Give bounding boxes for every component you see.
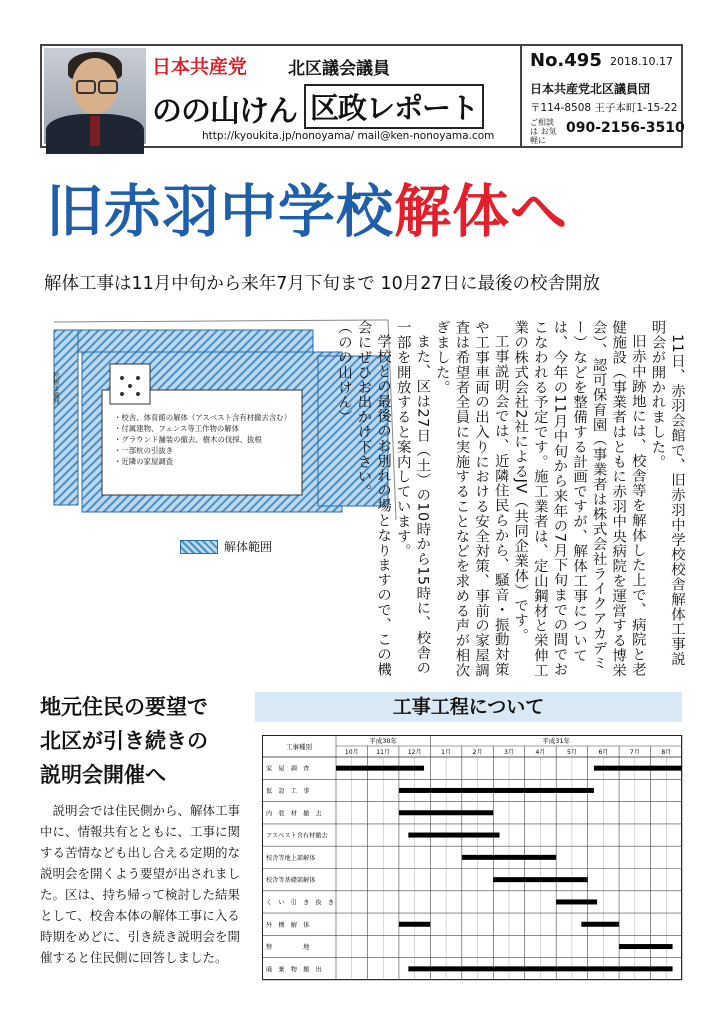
address: 〒114-8508 王子本町1-15-22 <box>530 102 678 114</box>
contact-url[interactable]: http://kyoukita.jp/nonoyama/ mail@ken-nonoyama.com <box>202 130 495 142</box>
side-title <box>40 690 250 792</box>
issue-box <box>520 46 685 146</box>
task-label: 校舎等地上部解体 <box>266 854 316 862</box>
month-label: 8月 <box>661 749 672 756</box>
task-label: アスベスト含有材撤去 <box>266 832 328 840</box>
schedule-bar <box>399 810 493 815</box>
signature: （のの山けん） <box>335 320 352 425</box>
article-paragraph: 11日、赤羽会館で、旧赤羽中学校校舎解体工事説明会が開かれました。 <box>649 320 685 667</box>
side-title-line: 地元住民の要望で <box>40 695 208 719</box>
month-label: 4月 <box>535 749 546 756</box>
hatch-swatch-icon <box>180 540 218 554</box>
month-label: 2月 <box>472 749 483 756</box>
issue-number: No.495 <box>530 50 602 71</box>
side-title-line: 北区が引き続きの <box>40 729 208 753</box>
task-label: 整 地 <box>266 944 310 952</box>
month-label: 10月 <box>344 749 359 756</box>
map-legend <box>180 538 272 555</box>
task-label: く い 引 き 抜 き <box>266 899 335 907</box>
schedule-bar <box>581 922 619 927</box>
author-photo <box>44 48 146 144</box>
schedule-title: 工事工程について <box>255 692 682 722</box>
author-name: のの山けん <box>152 94 297 129</box>
map-boundary-label: 杭抜き範囲 <box>52 372 60 405</box>
year-label: 平成31年 <box>542 737 571 745</box>
consult-label: ご相談は お気軽に <box>530 118 557 145</box>
map-note: ・近隣の家屋調査 <box>114 457 174 466</box>
map-note: ・校舎、体育館の解体（アスベスト含有材撤去含む） <box>114 413 292 422</box>
legend-label: 解体範囲 <box>224 540 273 554</box>
map-note: ・一部杭の引抜き <box>114 446 174 455</box>
headline-blue: 旧赤羽中学校 <box>46 179 394 245</box>
issue-date: 2018.10.17 <box>610 55 673 68</box>
party-name: 日本共産党 <box>152 56 248 78</box>
article-paragraph: 工事説明会では、近隣住民らから、騒音・振動対策や工事車両の出入りにおける安全対策、事前の家屋調査は希望者全員に実施することなどを求める声が相次ぎました。 <box>433 320 509 678</box>
role-title: 北区議会議員 <box>288 59 390 79</box>
schedule-bar <box>619 944 672 949</box>
article-paragraph: また、区は27日（土）の10時から15時に、校舎の一部を開放すると案内しています。 <box>394 320 431 676</box>
task-label: 廃 棄 物 搬 出 <box>266 966 322 974</box>
subheadline: 解体工事は11月中旬から来年7月下旬まで 10月27日に最後の校舎開放 <box>44 274 600 294</box>
month-label: 6月 <box>598 749 609 756</box>
article-paragraph: 学校との最後のお別れの場となりますので、この機会にぜひお出かけ下さい。 <box>355 320 392 678</box>
map-building-top <box>78 330 313 352</box>
task-label: 家 屋 調 査 <box>266 765 310 773</box>
masthead <box>40 44 683 148</box>
schedule-table <box>262 735 682 980</box>
month-label: 1月 <box>441 749 452 756</box>
organization: 日本共産党北区議員団 <box>530 82 651 96</box>
task-label: 仮 設 工 事 <box>266 787 310 795</box>
schedule-bar <box>556 899 597 904</box>
side-body: 説明会では住民側から、解体工事中に、情報共有とともに、工事に関する苦情なども出し合える定期的な説明会を開くよう要望が出されました。区は、持ち帰って検討した結果として、校舎本体の解体工事に入る時期をめどに、引き続き説明会を開催すると住民側に回答しました。 <box>40 803 241 965</box>
month-label: 12月 <box>407 749 422 756</box>
map-building-left <box>54 330 78 505</box>
schedule-bar <box>493 877 587 882</box>
month-label: 7月 <box>629 749 640 756</box>
schedule-bar <box>399 922 430 927</box>
month-label: 3月 <box>504 749 514 756</box>
schedule-bar <box>399 788 594 793</box>
article-paragraph: 旧赤中跡地には、校舎等を解体した上で、病院と老健施設（事業者はともに赤羽中央病院を運営する博栄会）、認可保育園（事業者は株式会社ライクアカデミー）などを整備する計画ですが、解体工事については、今年の11月中旬から来年の7月下旬までの間でおこなわれる予定です。施工業者は、定山鋼材と栄伸工業の株式会社2社によるJV（共同企業体）です。 <box>512 320 646 678</box>
map-note: ・グラウンド舗装の撤去、樹木の伐採、抜根 <box>114 435 262 444</box>
schedule-bar <box>336 766 424 771</box>
headline-red: 解体へ <box>394 179 568 245</box>
schedule-bar <box>408 966 672 971</box>
headline <box>46 166 686 248</box>
phone-number: 090-2156-3510 <box>566 120 685 136</box>
task-label: 外 構 解 体 <box>266 921 310 929</box>
year-label: 平成30年 <box>369 737 398 745</box>
task-label: 校舎等基礎部解体 <box>266 877 316 885</box>
schedule-bar <box>594 766 682 771</box>
month-label: 5月 <box>566 749 577 756</box>
schedule-bar <box>462 855 556 860</box>
task-label: 内 装 材 撤 去 <box>266 810 322 818</box>
month-label: 11月 <box>376 749 391 756</box>
side-title-line: 説明会開催へ <box>40 763 166 787</box>
main-article <box>335 320 686 680</box>
schedule-bar <box>408 833 499 838</box>
report-title: 区政レポート <box>304 84 484 129</box>
map-note: ・付属建物、フェンス等工作物の解体 <box>114 424 240 433</box>
header-label: 工事種別 <box>286 743 312 751</box>
